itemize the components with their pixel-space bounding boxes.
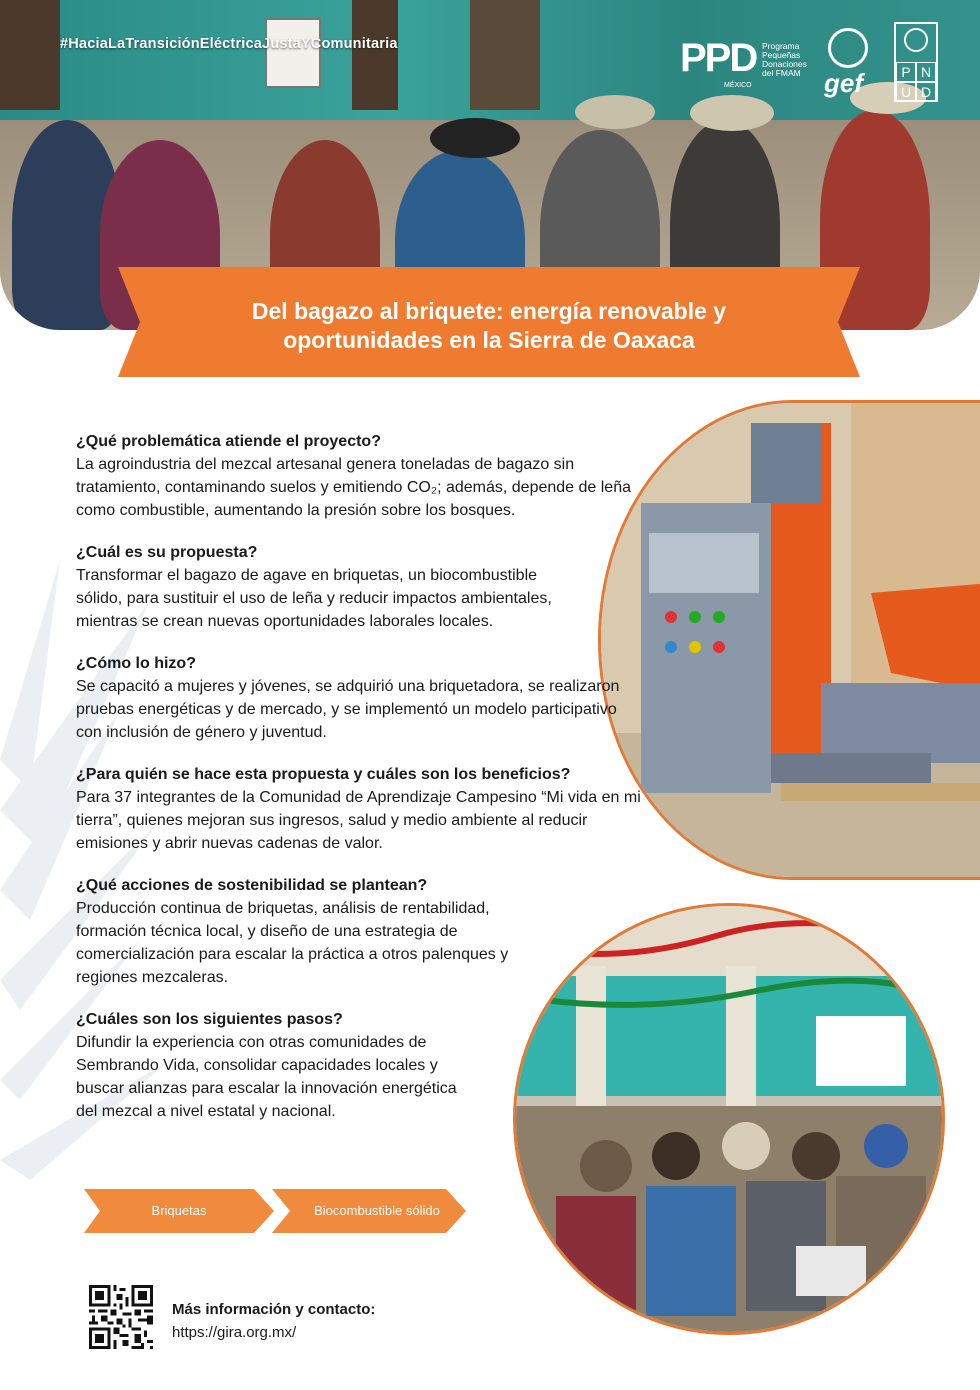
section-next-steps	[76, 1008, 476, 1123]
content-sections	[76, 430, 666, 1142]
qr-code-icon[interactable]	[89, 1285, 153, 1349]
gef-logo	[820, 28, 880, 98]
hero-flipchart	[265, 18, 321, 88]
gef-ring-icon	[828, 28, 868, 68]
section-body: Se capacitó a mujeres y jóvenes, se adquirió una briquetadora, se realizaron pruebas energéticas y de mercado, y se implementó un modelo participativo con inclusión de género y juventud.	[76, 678, 620, 741]
hero-hat	[430, 118, 520, 158]
ppd-logo-subtitle: Programa Pequeñas Donaciones del FMAM	[762, 41, 807, 78]
hero-door	[470, 0, 540, 110]
pnud-letter: P	[896, 62, 916, 82]
contact-info	[172, 1298, 375, 1344]
section-heading: ¿Qué problemática atiende el proyecto?	[76, 433, 381, 450]
pnud-letter: D	[916, 82, 936, 102]
hero-hat	[690, 95, 774, 131]
hashtag: #HaciaLaTransiciónEléctricaJustaYComunitaria	[60, 36, 398, 52]
section-heading: ¿Qué acciones de sostenibilidad se plantean?	[76, 877, 428, 894]
section-body: Para 37 integrantes de la Comunidad de Aprendizaje Campesino “Mi vida en mi tierra”, quienes mejoran sus ingresos, salud y medio ambiente al reducir emisiones y abrir nuevas cadenas de valor.	[76, 789, 641, 852]
section-beneficiaries	[76, 763, 656, 855]
hero-door	[352, 0, 398, 110]
tag-label: Biocombustible sólido	[314, 1203, 440, 1218]
section-problem	[76, 430, 641, 522]
hero-hat	[575, 95, 655, 129]
section-body: Producción continua de briquetas, análisis de rentabilidad, formación técnica local, y diseño de una estrategia de comercialización para escalar la práctica a otros palenques y regiones mezcaleras.	[76, 900, 509, 986]
page-title: Del bagazo al briquete: energía renovable y oportunidades en la Sierra de Oaxaca	[251, 298, 727, 353]
ppd-logo	[680, 36, 807, 89]
pnud-letter: N	[916, 62, 936, 82]
section-method	[76, 652, 636, 744]
section-heading: ¿Cuáles son los siguientes pasos?	[76, 1011, 343, 1028]
section-heading: ¿Cuál es su propuesta?	[76, 544, 258, 561]
tag-briquetas	[84, 1189, 274, 1233]
un-emblem-icon	[904, 28, 928, 52]
pnud-letter: U	[896, 82, 916, 102]
ppd-logo-country: MÉXICO	[724, 82, 752, 89]
section-body: Difundir la experiencia con otras comunidades de Sembrando Vida, consolidar capacidades locales y buscar alianzas para escalar la innovación energética del mezcal a nivel estatal y nacional.	[76, 1034, 457, 1120]
section-body: La agroindustria del mezcal artesanal genera toneladas de bagazo sin tratamiento, contaminando suelos y emitiendo CO₂; además, depende de leña como combustible, aumentando la presión sobre los bosques.	[76, 456, 631, 519]
section-body: Transformar el bagazo de agave en briquetas, un biocombustible sólido, para sustituir el uso de leña y reducir impactos ambientales, mientras se crean nuevas oportunidades laborales locales.	[76, 567, 552, 630]
contact-heading: Más información y contacto:	[172, 1301, 376, 1318]
section-heading: ¿Para quién se hace esta propuesta y cuáles son los beneficios?	[76, 766, 571, 783]
tag-biocombustible	[272, 1189, 466, 1233]
section-heading: ¿Cómo lo hizo?	[76, 655, 196, 672]
gef-logo-text: gef	[824, 68, 863, 98]
title-banner	[118, 267, 860, 377]
hero-door	[0, 0, 60, 110]
section-sustainability	[76, 874, 531, 989]
section-proposal	[76, 541, 576, 633]
ppd-logo-text: PPD	[680, 36, 757, 80]
tag-label: Briquetas	[151, 1203, 207, 1218]
pnud-logo	[894, 22, 938, 102]
contact-url-link[interactable]: https://gira.org.mx/	[172, 1324, 297, 1341]
